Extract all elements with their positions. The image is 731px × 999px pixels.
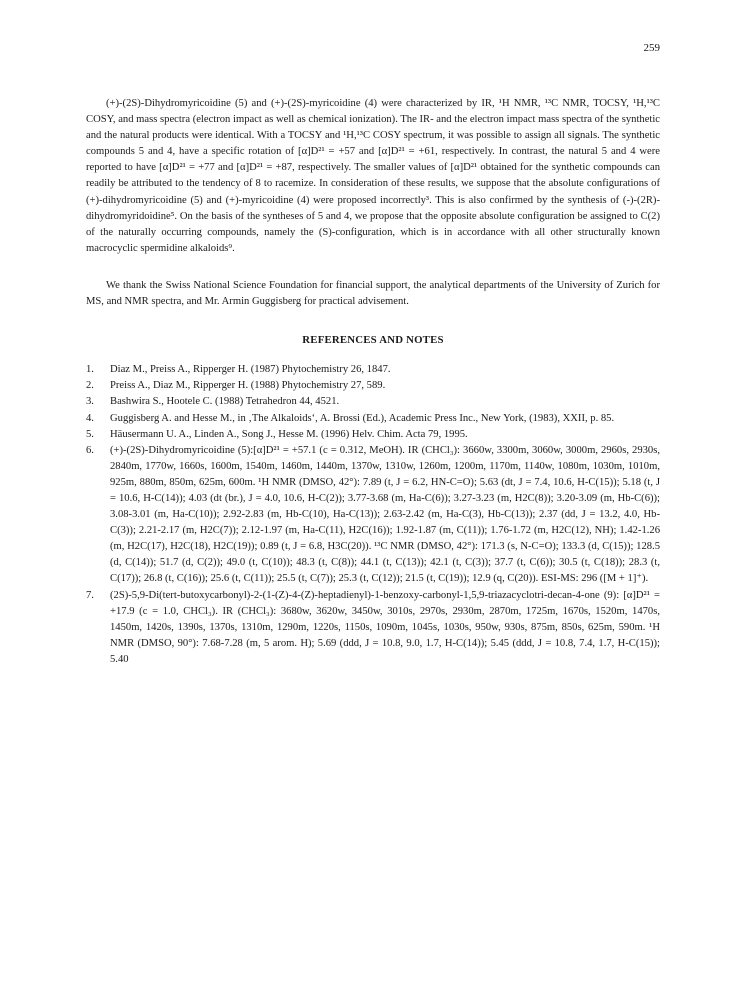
reference-text: (2S)-5,9-Di(tert-butoxycarbonyl)-2-(1-(Z)-4-(Z)-heptadienyl)-1-benzoxy-carbonyl-1,5,9-triazacyclotri-decan-4-one (9): [α]D²¹ = +17.9 (c = 1.0, CHCl₃). IR (CHCl₃): 3680w, 3620w, 3450w, 3010s, 2970s, 2930m, 2870m, 1725m, 1670s, 1520m, 1470s, 1450m, 1420s, 1390s, 1370s, 1310m, 1290m, 1220s, 1150s, 1090m, 1045s, 1030s, 950w, 930s, 875m, 850s, 625m, 590m. ¹H NMR (DMSO, 90°): 7.68-7.28 (m, 5 arom. H); 5.69 (ddd, J = 10.8, 9.0, 1.7, H-C(14)); 5.45 (ddd, J = 10.8, 7.4, 1.7, H-C(15)); 5.40	[110, 589, 660, 665]
reference-number: 1.	[86, 364, 94, 376]
reference-text: Diaz M., Preiss A., Ripperger H. (1987) Phytochemistry 26, 1847.	[110, 364, 391, 376]
reference-item	[86, 378, 660, 394]
reference-text: Preiss A., Diaz M., Ripperger H. (1988) Phytochemistry 27, 589.	[110, 380, 386, 392]
acknowledgement-paragraph: We thank the Swiss National Science Foundation for financial support, the analytical departments of the University of Zurich for MS, and NMR spectra, and Mr. Armin Guggisberg for practical advisement.	[86, 279, 660, 308]
reference-text: (+)-(2S)-Dihydromyricoidine (5):[α]D²¹ = +57.1 (c = 0.312, MeOH). IR (CHCl₃): 3660w, 3300m, 3060w, 3000m, 2960s, 2930s, 2840m, 1770w, 1660s, 1600m, 1540m, 1460m, 1440m, 1370w, 1310w, 1260m, 1200m, 1170m, 1140w, 1080m, 1030m, 1010m, 925m, 880m, 850m, 625m, 600m. ¹H NMR (DMSO, 42°): 7.89 (t, J = 6.2, HN-C=O); 5.63 (dt, J = 7.4, 10.6, H-C(15)); 5.18 (t, J = 10.6, H-C(14)); 4.03 (dt (br.), J = 4.0, 10.6, H-C(2)); 3.77-3.68 (m, Ha-C(6)); 3.27-3.23 (m, H2C(8)); 3.20-3.09 (m, Hb-C(6)); 3.08-3.01 (m, Ha-C(10)); 2.92-2.83 (m, Hb-C(10), Ha-C(13)); 2.63-2.42 (m, Ha-C(3), Hb-C(13)); 2.37 (dd, J = 13.2, 4.0, Hb-C(3)); 2.21-2.17 (m, H2C(7)); 2.12-1.97 (m, Ha-C(11), H2C(16)); 1.92-1.87 (m, C(11)); 1.76-1.72 (m, H2C(12), NH); 1.42-1.26 (m, H2C(17), H2C(18), H2C(19)); 0.89 (t, J = 6.8, H3C(20)). ¹³C NMR (DMSO, 42°): 171.3 (s, N-C=O); 133.3 (d, C(15)); 128.5 (d, C(14)); 51.7 (d, C(2)); 49.0 (t, C(10)); 48.3 (t, C(8)); 44.1 (t, C(13)); 42.1 (t, C(3)); 37.7 (t, C(6)); 30.5 (t, C(18)); 28.3 (t, C(17)); 26.8 (t, C(16)); 25.6 (t, C(11)); 25.5 (t, C(7)); 25.3 (t, C(12)); 21.5 (t, C(19)); 12.9 (q, C(20)). ESI-MS: 296 ([M + 1]⁺).	[110, 444, 660, 585]
reference-item	[86, 394, 660, 410]
page-content	[86, 96, 660, 668]
reference-item	[86, 411, 660, 427]
body-paragraph: (+)-(2S)-Dihydromyricoidine (5) and (+)-(2S)-myricoidine (4) were characterized by IR, ¹H NMR, ¹³C NMR, TOCSY, ¹H,¹³C COSY, and mass spectra (electron impact as well as chemical ionization). The IR- and the electron impact mass spectra of the synthetic and the natural products were identical. With a TOCSY and ¹H,¹³C COSY spectrum, it was possible to assign all signals. The synthetic compounds 5 and 4, have a specific rotation of [α]D²¹ = +57 and [α]D²¹ = +61, respectively. In contrast, the natural 5 and 4 were reported to have [α]D²¹ = +77 and [α]D²¹ = +87, respectively. The smaller values of [α]D²¹ obtained for the synthetic compounds can readily be attributed to the tendency of 8 to racemize. In consideration of these results, we suppose that the absolute configurations of (+)-dihydromyricoidine (5) and (+)-myricoidine (4) were proposed incorrectly³. This is also confirmed by the synthesis of (-)-(2R)-dihydromyridoidine⁵. On the basis of the syntheses of 5 and 4, we propose that the opposite absolute configuration be assigned to C(2) of the naturally occurring compounds, namely the (S)-configuration, which is in accordance with all other structurally known macrocyclic spermidine alkaloids⁹.	[86, 98, 660, 254]
reference-number: 4.	[86, 412, 94, 424]
reference-number: 6.	[86, 444, 94, 456]
reference-number: 3.	[86, 396, 94, 408]
reference-text: Guggisberg A. and Hesse M., in ‚The Alkaloids‘, A. Brossi (Ed.), Academic Press Inc., New York, (1983), XXII, p. 85.	[110, 412, 615, 424]
reference-item	[86, 588, 660, 668]
reference-number: 5.	[86, 428, 94, 440]
reference-text: Häusermann U. A., Linden A., Song J., Hesse M. (1996) Helv. Chim. Acta 79, 1995.	[110, 428, 468, 440]
reference-number: 2.	[86, 380, 94, 392]
reference-text: Bashwira S., Hootele C. (1988) Tetrahedron 44, 4521.	[110, 396, 340, 408]
references-list	[86, 362, 660, 668]
reference-number: 7.	[86, 589, 94, 601]
reference-item	[86, 443, 660, 588]
reference-item	[86, 362, 660, 378]
references-heading: REFERENCES AND NOTES	[302, 334, 444, 347]
reference-item	[86, 427, 660, 443]
page-number: 259	[643, 42, 660, 54]
